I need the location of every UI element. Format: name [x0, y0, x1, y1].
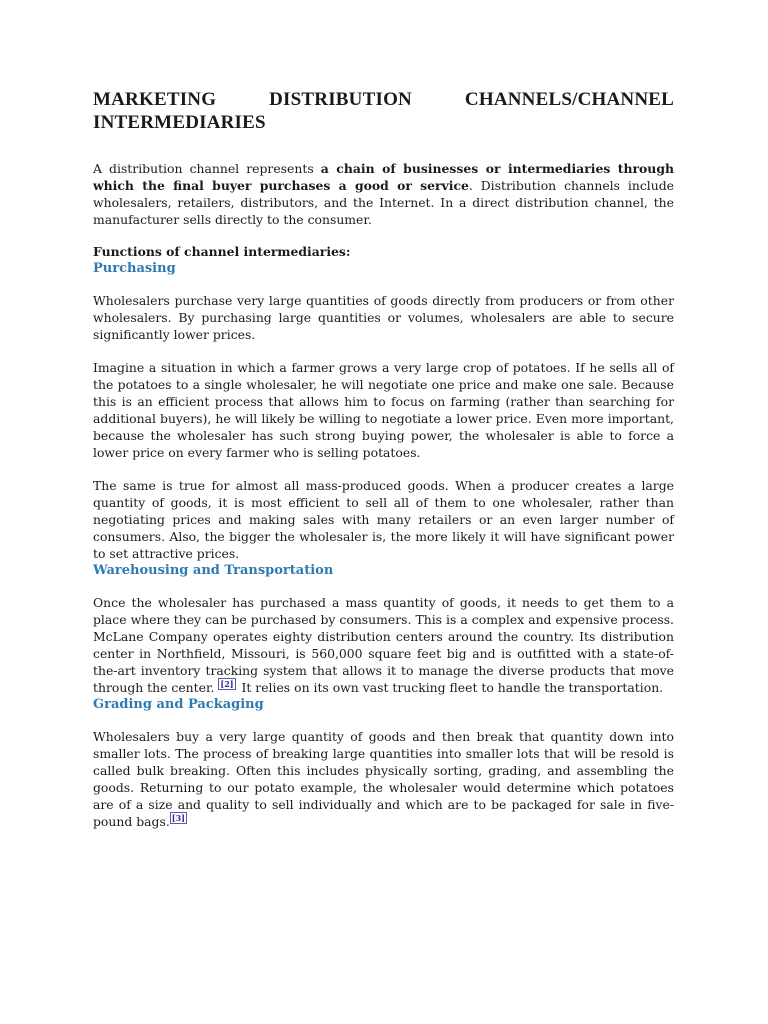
intro-text-start: A distribution channel represents: [93, 161, 321, 176]
footnote-ref-2[interactable]: [2]: [220, 678, 234, 689]
page-title: [93, 88, 674, 134]
intro-text-end: . Distribution channels include wholesalers, retailers, distributors, and the Internet. In a direct distribution channel, the manufacturer sells directly to the consumer.: [93, 178, 674, 227]
footnote-ref-3[interactable]: [3]: [171, 812, 185, 823]
intro-paragraph: [93, 160, 674, 228]
title-word-channels: CHANNELS/CHANNEL: [464, 89, 674, 110]
intro-bold-definition: a chain of businesses or intermediaries through which the final buyer purchases a good or service: [93, 161, 674, 193]
warehousing-text-end: It relies on its own vast trucking fleet to handle the transportation.: [237, 680, 664, 695]
purchasing-paragraph-1: Wholesalers purchase very large quantities of goods directly from producers or from other wholesalers. By purchasing large quantities or volumes, wholesalers are able to secure significantly lower prices.: [93, 293, 674, 342]
title-line-1: [93, 88, 674, 111]
purchasing-paragraph-2: Imagine a situation in which a farmer grows a very large crop of potatoes. If he sells all of the potatoes to a single wholesaler, he will negotiate one price and make one sale. Because this is an efficient process that allows him to focus on farming (rather than searching for additional buyers), he will likely be willing to negotiate a lower price. Even more important, because the wholesaler has such strong buying power, the wholesaler is able to force a lower price on every farmer who is selling potatoes.: [93, 360, 674, 460]
section-heading-warehousing: Warehousing and Transportation: [93, 563, 334, 578]
section-heading-purchasing: Purchasing: [93, 261, 176, 276]
section-heading-grading: Grading and Packaging: [93, 697, 264, 712]
warehousing-paragraph-1: [93, 594, 674, 696]
grading-paragraph-1: [93, 728, 674, 830]
functions-heading: Functions of channel intermediaries:: [93, 244, 351, 259]
purchasing-paragraph-3: The same is true for almost all mass-produced goods. When a producer creates a large quantity of goods, it is most efficient to sell all of them to one wholesaler, rather than negotiating prices and making sales with many retailers or an even larger number of consumers. Also, the bigger the wholesaler is, the more likely it will have significant power to set attractive prices.: [93, 478, 674, 561]
warehousing-text-start: Once the wholesaler has purchased a mass quantity of goods, it needs to get them to a place where they can be purchased by consumers. This is a complex and expensive process. McLane Company operates eighty distribution centers around the country. Its distribution center in Northfield, Missouri, is 560,000 square feet big and is outfitted with a state-of-the-art inventory tracking system that allows it to manage the diverse products that move through the center.: [93, 595, 674, 695]
title-line-2: INTERMEDIARIES: [93, 112, 266, 133]
title-word-distribution: DISTRIBUTION: [269, 89, 412, 110]
title-word-marketing: MARKETING: [93, 89, 217, 110]
grading-text: Wholesalers buy a very large quantity of goods and then break that quantity down into smaller lots. The process of breaking large quantities into smaller lots that will be resold is called bulk breaking. Often this includes physically sorting, grading, and assembling the goods. Returning to our potato example, the wholesaler would determine which potatoes are of a size and quality to sell individually and which are to be packaged for sale in five-pound bags.: [93, 729, 674, 829]
